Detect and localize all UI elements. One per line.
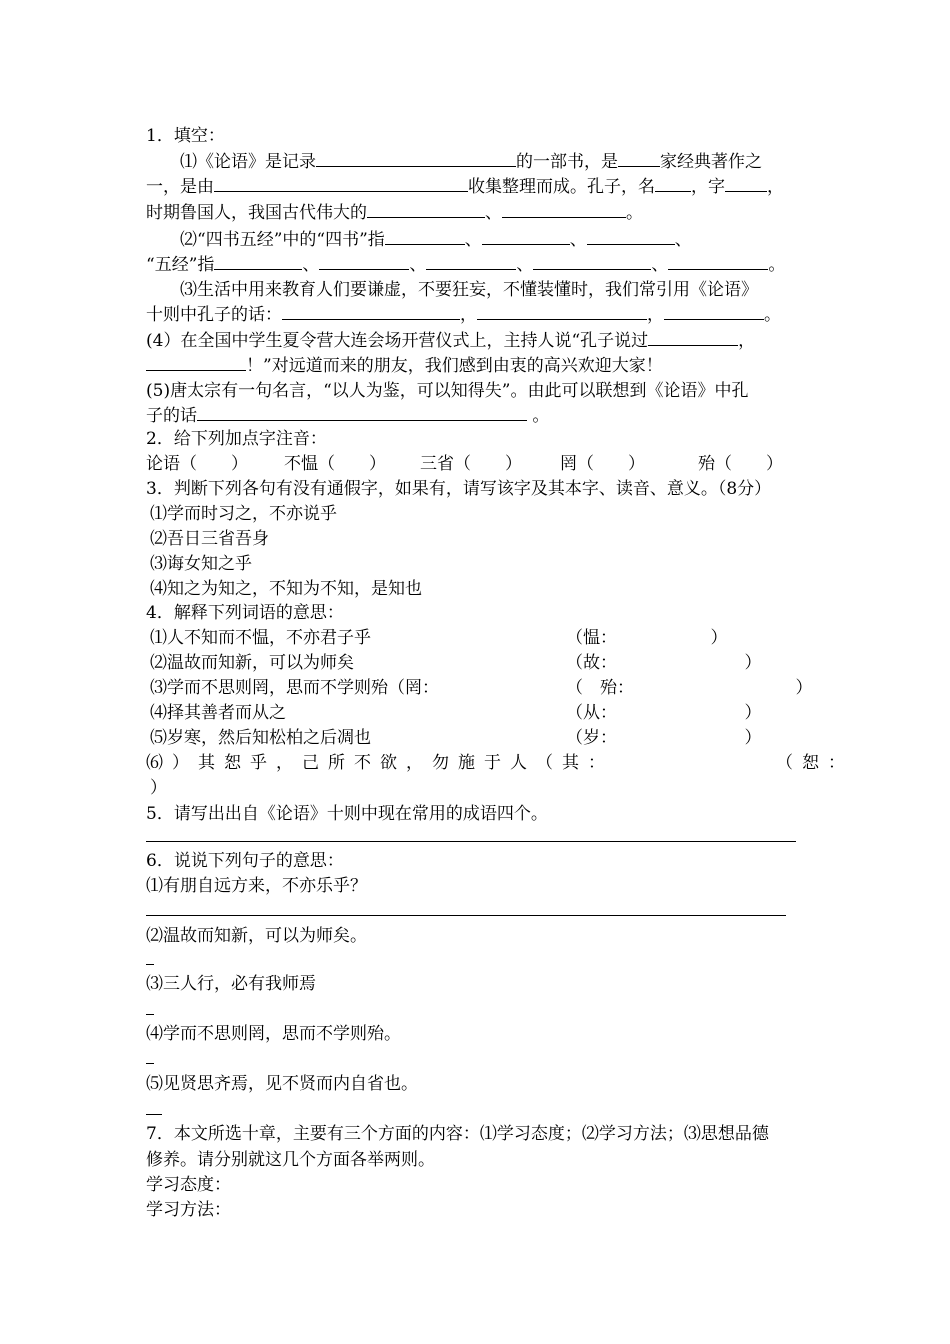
q1-p2-line1: ⑵“四书五经”中的“四书”指 、 、 、 bbox=[180, 230, 692, 250]
answer-line[interactable] bbox=[146, 1014, 154, 1015]
q1-p1-line2: 一，是由 收集整理而成。孔子，名 ，字 ， bbox=[146, 177, 784, 197]
q7-title-line2: 修养。请分别就这几个方面各举两则。 bbox=[146, 1150, 435, 1170]
q6-item: ⑸见贤思齐焉，见不贤而内自省也。 bbox=[146, 1074, 418, 1094]
q4-item-answer[interactable]: （故： ） bbox=[566, 653, 762, 673]
q1-p5-line1: (5)唐太宗有一句名言，“以人为鉴，可以知得失”。由此可以联想到《论语》中孔 bbox=[146, 381, 749, 401]
answer-line[interactable] bbox=[146, 915, 786, 916]
q4-item-answer[interactable]: （从： ） bbox=[566, 703, 762, 723]
q6-item: ⑵温故而知新，可以为师矣。 bbox=[146, 926, 367, 946]
answer-blank[interactable] bbox=[426, 253, 516, 270]
q6-title: 6．说说下列句子的意思： bbox=[146, 851, 344, 871]
answer-line[interactable] bbox=[146, 964, 154, 965]
q4-item-left: ⑶学而不思则罔，思而不学则殆（罔： bbox=[150, 678, 439, 698]
answer-blank[interactable] bbox=[502, 201, 626, 218]
q1-p3-line2: 十则中孔子的话： ， ， 。 bbox=[146, 305, 781, 325]
answer-blank[interactable] bbox=[533, 253, 651, 270]
q1-p1-line3: 时期鲁国人，我国古代伟大的 、 。 bbox=[146, 203, 643, 223]
q4-item-answer[interactable]: （ 殆： ） bbox=[566, 678, 813, 698]
answer-line[interactable] bbox=[146, 1063, 154, 1064]
q1-p5-line2: 子的话 。 bbox=[146, 406, 550, 426]
q4-item-left: ⑵温故而知新，可以为师矣 bbox=[150, 653, 354, 673]
answer-blank[interactable] bbox=[477, 303, 647, 320]
q4-item-answer[interactable]: （岁： ） bbox=[566, 728, 762, 748]
answer-line[interactable] bbox=[146, 1114, 162, 1115]
q2-item[interactable]: 殆（ ） bbox=[698, 454, 783, 474]
answer-blank[interactable] bbox=[214, 253, 302, 270]
q4-item-answer[interactable]: （恕： bbox=[776, 753, 854, 773]
q2-item[interactable]: 罔（ ） bbox=[560, 454, 645, 474]
q4-item-left: ⑹）其恕乎，己所不欲，勿施于人（其： bbox=[146, 753, 614, 773]
q2-item[interactable]: 论语（ ） bbox=[146, 454, 248, 474]
q4-item-close: ） bbox=[150, 778, 167, 798]
q2-title: 2．给下列加点字注音： bbox=[146, 429, 327, 449]
q3-item: ⑴学而时习之，不亦说乎 bbox=[150, 504, 337, 524]
answer-blank[interactable] bbox=[197, 404, 527, 421]
answer-blank[interactable] bbox=[668, 253, 768, 270]
q1-p4-line1: (4）在全国中学生夏令营大连会场开营仪式上，主持人说“孔子说过 ， bbox=[146, 331, 756, 351]
answer-blank[interactable] bbox=[664, 303, 764, 320]
q4-item-left: ⑴人不知而不愠，不亦君子乎 bbox=[150, 628, 371, 648]
answer-blank[interactable] bbox=[282, 303, 460, 320]
answer-blank[interactable] bbox=[587, 228, 675, 245]
answer-blank[interactable] bbox=[618, 150, 660, 167]
q2-item[interactable]: 不愠（ ） bbox=[284, 454, 386, 474]
answer-blank[interactable] bbox=[316, 150, 516, 167]
q7-label-method: 学习方法： bbox=[146, 1200, 231, 1220]
q1-p2-line2: “五经”指 、 、 、 、 。 bbox=[146, 255, 786, 275]
answer-line[interactable] bbox=[146, 841, 796, 842]
answer-blank[interactable] bbox=[655, 175, 691, 192]
answer-blank[interactable] bbox=[725, 175, 767, 192]
q4-item-left: ⑷择其善者而从之 bbox=[150, 703, 286, 723]
q4-title: 4．解释下列词语的意思： bbox=[146, 603, 344, 623]
q6-item: ⑷学而不思则罔，思而不学则殆。 bbox=[146, 1024, 401, 1044]
q2-item[interactable]: 三省（ ） bbox=[420, 454, 522, 474]
answer-blank[interactable] bbox=[482, 228, 570, 245]
q4-item-left: ⑸岁寒，然后知松柏之后凋也 bbox=[150, 728, 371, 748]
q3-item: ⑷知之为知之，不知为不知，是知也 bbox=[150, 579, 422, 599]
q3-title: 3．判断下列各句有没有通假字，如果有，请写该字及其本字、读音、意义。（8分） bbox=[146, 479, 772, 499]
answer-blank[interactable] bbox=[385, 228, 465, 245]
q4-item-answer[interactable]: （愠： ） bbox=[566, 628, 728, 648]
q7-title-line1: 7．本文所选十章，主要有三个方面的内容：⑴学习态度；⑵学习方法；⑶思想品德 bbox=[146, 1124, 769, 1144]
q1-title: 1．填空： bbox=[146, 126, 225, 146]
answer-blank[interactable] bbox=[648, 329, 738, 346]
q7-label-attitude: 学习态度： bbox=[146, 1175, 231, 1195]
q5-title: 5．请写出出自《论语》十则中现在常用的成语四个。 bbox=[146, 804, 548, 824]
answer-blank[interactable] bbox=[319, 253, 409, 270]
answer-blank[interactable] bbox=[214, 175, 468, 192]
q1-p4-line2: ！”对远道而来的朋友，我们感到由衷的高兴欢迎大家！ bbox=[146, 354, 663, 378]
q6-item: ⑶三人行，必有我师焉 bbox=[146, 974, 316, 994]
answer-blank[interactable] bbox=[146, 354, 246, 371]
q6-item: ⑴有朋自远方来，不亦乐乎？ bbox=[146, 876, 367, 896]
q3-item: ⑶诲女知之乎 bbox=[150, 554, 252, 574]
q3-item: ⑵吾日三省吾身 bbox=[150, 529, 269, 549]
q1-p3-line1: ⑶生活中用来教育人们要谦虚，不要狂妄，不懂装懂时，我们常引用《论语》 bbox=[180, 280, 758, 300]
q1-p1-line1: ⑴《论语》是记录 的一部书，是 家经典著作之 bbox=[180, 152, 762, 172]
answer-blank[interactable] bbox=[367, 201, 485, 218]
